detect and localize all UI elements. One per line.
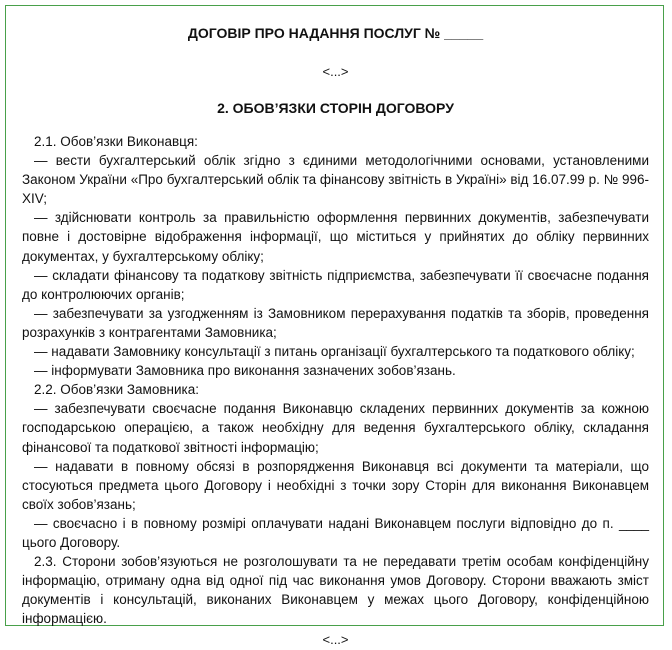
clause-2-1-item: — здійснювати контроль за правильністю оформлення первинних документів, забезпечувати повне і достовірне відображення інформації, що міститься у прийнятих до обліку первинних документах, у бухгалтерському обліку; (22, 210, 649, 264)
document-body (22, 132, 649, 650)
clause-2-2-item: — своєчасно і в повному розмірі оплачувати надані Виконавцем послуги відповідно до п. ____ цього Договору. (22, 515, 649, 550)
clause-2-1-item: — інформувати Замовника про виконання зазначених зобов’язань. (34, 363, 456, 379)
clause-2-1-item: — забезпечувати за узгодженням із Замовником перерахування податків та зборів, проведення розрахунків з контрагентами Замовника; (22, 305, 649, 340)
clause-2-1-heading: 2.1. Обов’язки Виконавця: (34, 134, 198, 149)
ellipsis-bottom: <...> (322, 632, 349, 648)
section-title: 2. ОБОВ’ЯЗКИ СТОРІН ДОГОВОРУ (217, 100, 454, 116)
ellipsis-top: <...> (322, 64, 349, 79)
clause-2-2-item: — забезпечувати своєчасне подання Виконавцю складених первинних документів за кожною господарською операцією, а також необхідну для ведення бухгалтерського обліку, складання фінансової та податкової звітності інформацію; (22, 401, 649, 455)
clause-2-2-item: — надавати в повному обсязі в розпорядження Виконавця всі документи та матеріали, що стосуються предмета цього Договору і необхідні з точки зору Сторін для виконання Виконавцем своїх зобов’язань; (22, 458, 649, 512)
clause-2-1-item: — надавати Замовнику консультації з питань організації бухгалтерського та податкового обліку; (34, 344, 635, 360)
clause-2-2-heading: 2.2. Обов’язки Замовника: (34, 382, 199, 398)
clause-2-1-item: — складати фінансову та податкову звітність підприємства, забезпечувати її своєчасне подання до контролюючих органів; (22, 267, 649, 302)
clause-2-3: 2.3. Сторони зобов’язуються не розголошувати та не передавати третім особам конфіденційну інформацію, отриману одна від одної під час виконання умов Договору. Сторони вважають зміст документів і консультацій, виконаних Виконавцем у межах цього Договору, конфіденційною інформацією. (22, 554, 649, 627)
document-frame (5, 5, 664, 648)
clause-2-1-item: — вести бухгалтерський облік згідно з єдиними методологічними основами, установленими Законом України «Про бухгалтерський облік та фінансову звітність в Україні» від 16.07.99 р. № 996-XIV; (22, 153, 649, 207)
document-title: ДОГОВІР ПРО НАДАННЯ ПОСЛУГ № _____ (187, 25, 484, 41)
